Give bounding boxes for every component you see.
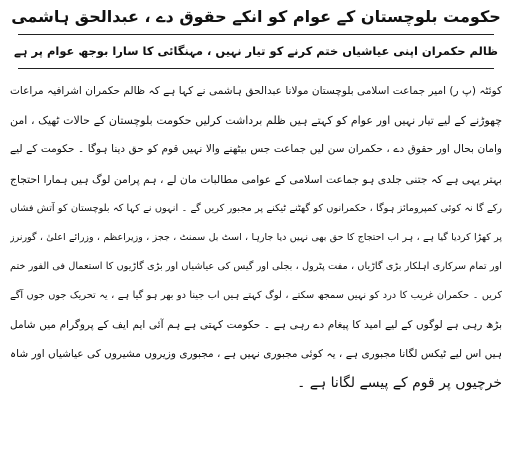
body-line: وامان بحال اور حقوق دے ، حکمران سن لیں جماعت جس بیٹھنے والا نہیں قوم کو حق دینا ہوگا ۔ حکومت کے لیے	[10, 143, 502, 156]
subheadline-divider	[18, 68, 494, 69]
body-line: رکے گا نہ کوئی کمپرومائز ہوگا ، حکمرانوں کو گھٹنے ٹیکنے پر مجبور کریں گے ۔ انہوں نے کہا کہ بلوچستان کو آتش فشاں	[10, 202, 502, 214]
body-line: بہتر یہی ہے کہ جتنی جلدی ہو جماعت اسلامی کے عوامی مطالبات مان لے ، ہم پرامن لوگ ہیں ہمارا احتجاج	[10, 172, 502, 186]
body-line: خرچیوں پر قوم کے پیسے لگانا ہے ۔	[297, 375, 502, 392]
body-line: بڑھ رہی ہے لوگوں کے لیے امید کا پیغام دے رہی ہے ۔ حکومت کہتی ہے ہم آئی ایم ایف کے پروگرام میں شامل	[10, 318, 502, 331]
body-line: کوئٹہ (پ ر) امیر جماعت اسلامی بلوچستان مولانا عبدالحق ہاشمی نے کہا ہے کہ ظالم حکمران اشرافیہ مراعات	[10, 85, 502, 97]
article-headline: حکومت بلوچستان کے عوام کو انکے حقوق دے ، عبدالحق ہاشمی	[11, 7, 501, 26]
body-line: کریں ۔ حکمران غریب کا درد کو نہیں سمجھ سکتے ، لوگ کہتے ہیں اب جینا دو بھر ہو گیا ہے ، یہ تحریک جوں جوں آگے	[10, 290, 502, 302]
body-line: ہیں اس لیے ٹیکس لگانا مجبوری ہے ، یہ کوئی مجبوری نہیں ہے ، مجبوری وزیروں مشیروں کی عیاشیاں اور شاہ	[10, 347, 502, 360]
headline-divider	[18, 34, 494, 35]
article-subheadline: ظالم حکمران اپنی عیاشیاں ختم کرنے کو تیار نہیں ، مہنگائی کا سارا بوجھ عوام پر ہے	[14, 44, 498, 58]
body-line: چھوڑنے کے لیے تیار نہیں اور عوام کو کہتے ہیں ظلم برداشت کرلیں حکومت بلوچستان کے حالات ٹھیک ، امن	[10, 114, 502, 128]
article-body	[10, 77, 502, 398]
body-line: پر کھڑا کردیا گیا ہے ، ہر اب احتجاج کا حق بھی نہیں دیا جارہا ، اسٹ بل سمنٹ ، ججز ، وزیراعظم ، وزرائے اعلیٰ ، گورنرز	[10, 232, 502, 244]
body-line: اور تمام سرکاری اہلکار بڑی گاڑیاں ، مفت پٹرول ، بجلی اور گیس کی عیاشیاں اور بڑی گاڑیوں کا استعمال فی الفور ختم	[10, 261, 502, 273]
